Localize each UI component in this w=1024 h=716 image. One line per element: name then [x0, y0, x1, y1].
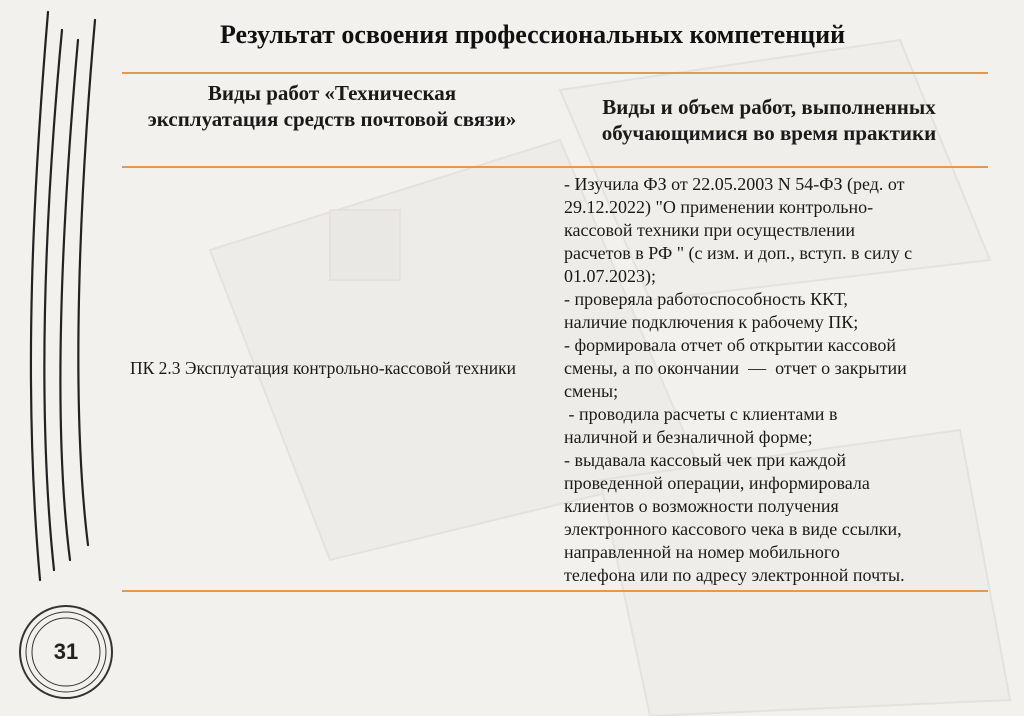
work-line: расчетов в РФ " (с изм. и доп., вступ. в силу с: [564, 243, 913, 263]
table-top-rule: [122, 72, 988, 74]
work-line: проведенной операции, информировала: [564, 473, 870, 493]
work-line: направленной на номер мобильного: [564, 542, 840, 562]
work-line: смены;: [564, 381, 619, 401]
column-header-work-types: Виды работ «Техническая эксплуатация средств почтовой связи»: [147, 81, 517, 131]
work-line: клиентов о возможности получения: [564, 496, 839, 516]
work-line: - проводила расчеты с клиентами в: [564, 404, 838, 424]
work-line: кассовой техники при осуществлении: [564, 220, 855, 240]
work-line: электронного кассового чека в виде ссылки,: [564, 519, 902, 539]
work-line: 01.07.2023);: [564, 266, 656, 286]
work-line: - формировала отчет об открытии кассовой: [564, 335, 897, 355]
page-number: 31: [53, 639, 79, 664]
competence-cell: ПК 2.3 Эксплуатация контрольно-кассовой техники: [130, 358, 517, 378]
work-line: - Изучила ФЗ от 22.05.2003 N 54-ФЗ (ред. от: [564, 174, 905, 194]
work-line: 29.12.2022) "О применении контрольно-: [564, 197, 874, 217]
work-line: телефона или по адресу электронной почты.: [564, 565, 905, 585]
column-header-work-volume: Виды и объем работ, выполненных обучающимися во время практики: [601, 95, 937, 145]
work-line: наличной и безналичной форме;: [564, 427, 813, 447]
work-line: смены, а по окончании — отчет о закрытии: [564, 358, 907, 378]
work-line: - проверяла работоспособность ККТ,: [564, 289, 848, 309]
work-description-cell: [564, 173, 982, 587]
table-header-rule: [122, 166, 988, 168]
competence-table: [122, 72, 988, 592]
work-line: - выдавала кассовый чек при каждой: [564, 450, 847, 470]
table-bottom-rule: [122, 590, 988, 592]
work-line: наличие подключения к рабочему ПК;: [564, 312, 859, 332]
slide-title: Результат освоения профессиональных компетенций: [220, 20, 846, 49]
